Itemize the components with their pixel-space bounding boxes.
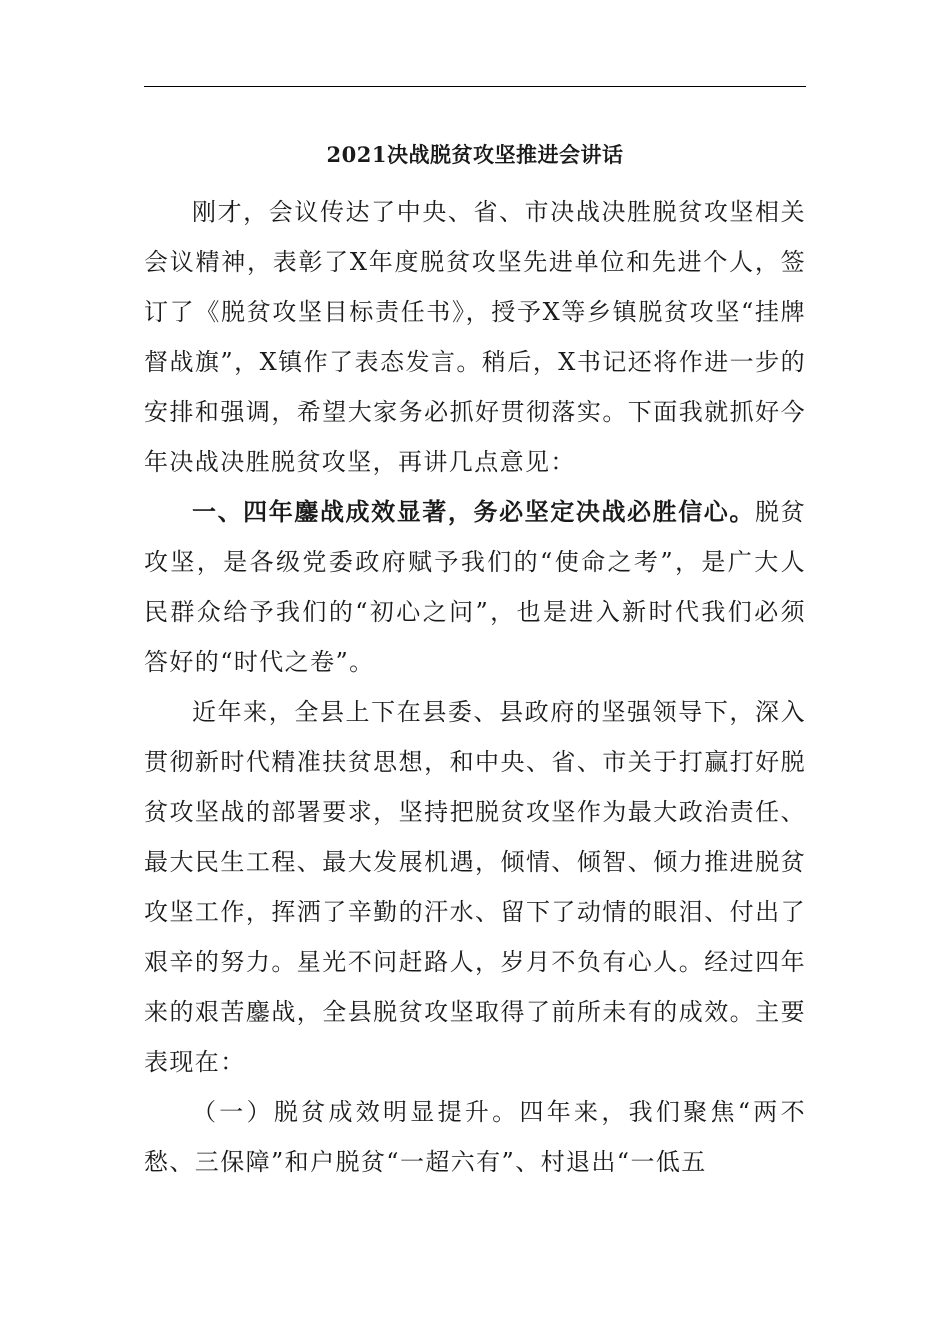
document-body [144,187,806,1187]
header-rule [144,86,806,87]
paragraph-subsection-one [144,1087,806,1187]
paragraph-text: 刚才，会议传达了中央、省、市决战决胜脱贫攻坚相关会议精神，表彰了X年度脱贫攻坚先进单位和先进个人，签订了《脱贫攻坚目标责任书》，授予X等乡镇脱贫攻坚“挂牌督战旗”，X镇作了表态发言。稍后，X书记还将作进一步的安排和强调，希望大家务必抓好贯彻落实。下面我就抓好今年决战决胜脱贫攻坚，再讲几点意见： [144,198,806,476]
paragraph-text: （一）脱贫成效明显提升。四年来，我们聚焦“两不愁、三保障”和户脱贫“一超六有”、村退出“一低五 [144,1098,806,1176]
paragraph-recent-years [144,687,806,1087]
section-heading: 一、四年鏖战成效显著，务必坚定决战必胜信心。 [192,497,755,526]
document-title: 2021决战脱贫攻坚推进会讲话 [326,142,624,167]
paragraph-text: 脱贫攻坚，是各级党委政府赋予我们的“使命之考”，是广大人民群众给予我们的“初心之问”，也是进入新时代我们必须答好的“时代之卷”。 [144,498,806,676]
paragraph-intro [144,187,806,487]
paragraph-text: 近年来，全县上下在县委、县政府的坚强领导下，深入贯彻新时代精准扶贫思想，和中央、省、市关于打赢打好脱贫攻坚战的部署要求，坚持把脱贫攻坚作为最大政治责任、最大民生工程、最大发展机遇，倾情、倾智、倾力推进脱贫攻坚工作，挥洒了辛勤的汗水、留下了动情的眼泪、付出了艰辛的努力。星光不问赶路人，岁月不负有心人。经过四年来的艰苦鏖战，全县脱贫攻坚取得了前所未有的成效。主要表现在： [144,698,806,1076]
paragraph-section-one [144,487,806,687]
